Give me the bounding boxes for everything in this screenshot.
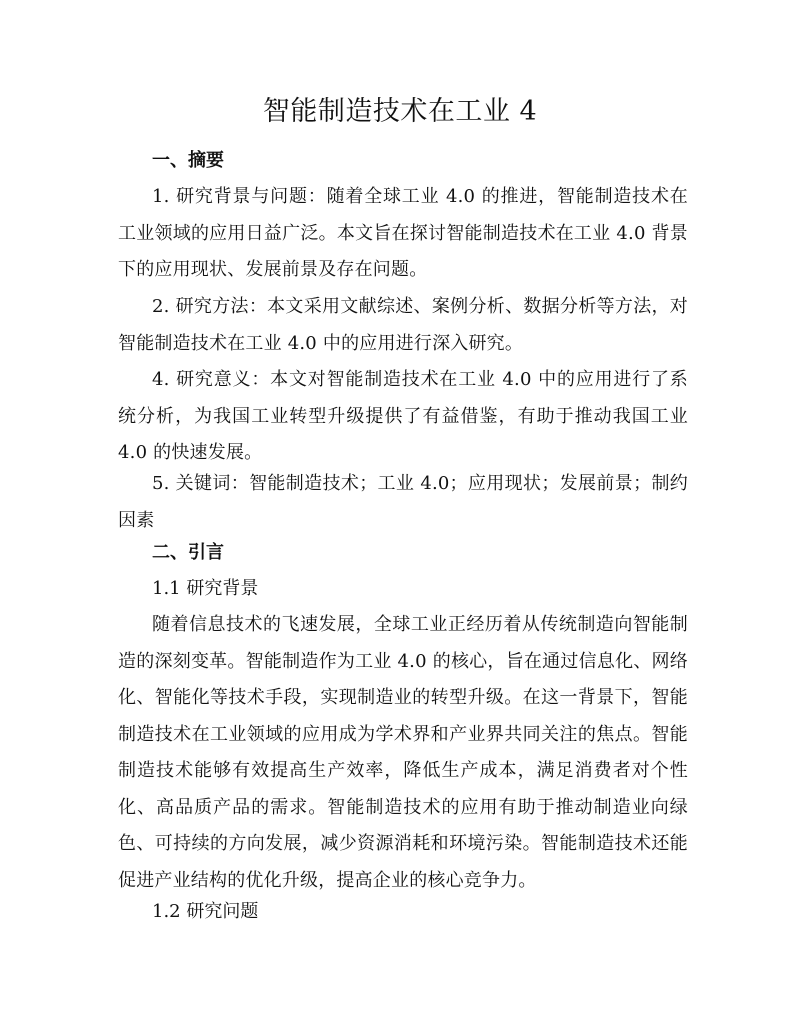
subsection-heading-background: 1.1 研究背景: [152, 578, 259, 599]
abstract-item-keywords: 5. 关键词：智能制造技术；工业 4.0；应用现状；发展前景；制约因素: [118, 473, 688, 531]
introduction-paragraph: 随着信息技术的飞速发展，全球工业正经历着从传统制造向智能制造的深刻变革。智能制造作为工业 4.0 的核心，旨在通过信息化、网络化、智能化等技术手段，实现制造业的转型升级。在这一背景下，智能制造技术在工业领域的应用成为学术界和产业界共同关注的焦点。智能制造技术能够有效提高生产效率，降低生产成本，满足消费者对个性化、高品质产品的需求。智能制造技术的应用有助于推动制造业向绿色、可持续的方向发展，减少资源消耗和环境污染。智能制造技术还能促进产业结构的优化升级，提高企业的核心竞争力。: [118, 614, 688, 891]
document-title: 智能制造技术在工业 4: [262, 96, 538, 127]
subsection-heading-questions: 1.2 研究问题: [152, 901, 259, 922]
section-heading-introduction: 二、引言: [152, 542, 224, 563]
abstract-item-method: 2. 研究方法：本文采用文献综述、案例分析、数据分析等方法，对智能制造技术在工业 4.0 中的应用进行深入研究。: [118, 296, 688, 354]
abstract-item-significance: 4. 研究意义：本文对智能制造技术在工业 4.0 中的应用进行了系统分析，为我国工业转型升级提供了有益借鉴，有助于推动我国工业 4.0 的快速发展。: [118, 369, 688, 463]
section-heading-abstract: 一、摘要: [152, 150, 224, 171]
abstract-item-background: 1. 研究背景与问题：随着全球工业 4.0 的推进，智能制造技术在工业领域的应用日益广泛。本文旨在探讨智能制造技术在工业 4.0 背景下的应用现状、发展前景及存在问题。: [118, 186, 688, 280]
